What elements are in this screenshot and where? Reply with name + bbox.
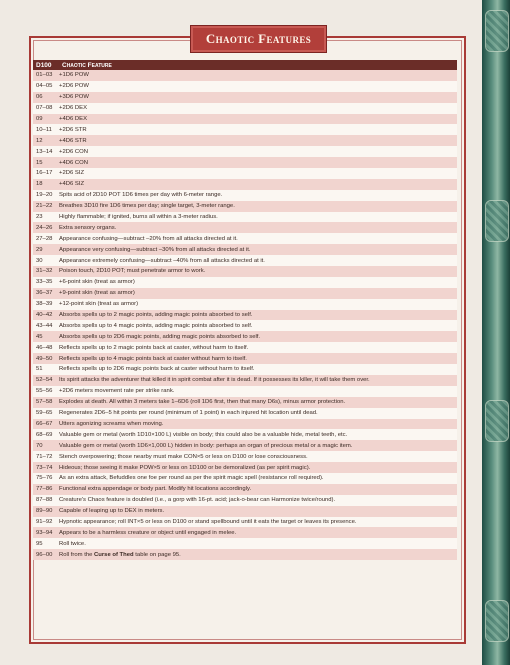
table-row <box>33 331 457 342</box>
header-feature: Chaotic Feature <box>62 61 112 69</box>
feature-cell: +4D6 CON <box>59 159 88 166</box>
table-row <box>33 114 457 125</box>
table-row <box>33 146 457 157</box>
chaotic-features-table <box>33 60 457 560</box>
table-row <box>33 397 457 408</box>
feature-cell: Hypnotic appearance; roll INT×5 or less on D100 or stand spellbound until it eats the target or leaves its presence. <box>59 518 357 525</box>
roll-cell: 46–48 <box>36 344 53 351</box>
table-row <box>33 255 457 266</box>
feature-cell: +2D6 DEX <box>59 105 87 112</box>
table-row <box>33 168 457 179</box>
roll-cell: 91–92 <box>36 518 53 525</box>
feature-cell: +9-point skin (treat as armor) <box>59 290 135 297</box>
table-row <box>33 538 457 549</box>
table-row <box>33 103 457 114</box>
table-row <box>33 157 457 168</box>
title-banner <box>190 25 327 53</box>
roll-cell: 31–32 <box>36 268 53 275</box>
roll-cell: 29 <box>36 246 43 253</box>
roll-cell: 68–69 <box>36 431 53 438</box>
roll-cell: 30 <box>36 257 43 264</box>
roll-cell: 16–17 <box>36 170 53 177</box>
roll-cell: 19–20 <box>36 192 53 199</box>
roll-cell: 45 <box>36 333 43 340</box>
roll-cell: 59–65 <box>36 410 53 417</box>
table-row <box>33 124 457 135</box>
table-row <box>33 473 457 484</box>
roll-cell: 24–26 <box>36 224 53 231</box>
table-row <box>33 506 457 517</box>
roll-cell: 04–05 <box>36 83 53 90</box>
feature-cell: +2D6 STR <box>59 126 87 133</box>
table-row <box>33 386 457 397</box>
table-row <box>33 429 457 440</box>
table-row <box>33 299 457 310</box>
table-row <box>33 375 457 386</box>
feature-cell: Appearance confusing—subtract –20% from all attacks directed at it. <box>59 235 238 242</box>
table-row <box>33 135 457 146</box>
roll-cell: 89–90 <box>36 508 53 515</box>
table-row <box>33 201 457 212</box>
table-row <box>33 342 457 353</box>
roll-cell: 52–54 <box>36 377 53 384</box>
roll-cell: 66–67 <box>36 420 53 427</box>
table-row <box>33 81 457 92</box>
header-roll: D100 <box>36 61 52 69</box>
feature-cell: Absorbs spells up to 2 magic points, adding magic points absorbed to self. <box>59 312 253 319</box>
table-row <box>33 310 457 321</box>
table-body <box>33 70 457 560</box>
roll-cell: 33–35 <box>36 279 53 286</box>
roll-cell: 01–03 <box>36 72 53 79</box>
feature-cell: Extra sensory organs. <box>59 224 117 231</box>
table-row <box>33 179 457 190</box>
roll-cell: 09 <box>36 116 43 122</box>
feature-cell: Reflects spells up to 2 magic points back at caster, without harm to itself. <box>59 344 249 351</box>
roll-cell: 87–88 <box>36 497 53 504</box>
table-row <box>33 320 457 331</box>
roll-cell: 57–58 <box>36 399 53 406</box>
roll-cell: 12 <box>36 137 43 144</box>
feature-cell: Absorbs spells up to 4 magic points, adding magic points absorbed to self. <box>59 322 253 329</box>
roll-cell: 73–74 <box>36 464 53 471</box>
roll-cell: 75–76 <box>36 475 53 482</box>
roll-cell: 55–56 <box>36 388 53 395</box>
roll-cell: 51 <box>36 366 43 373</box>
roll-cell: 40–42 <box>36 312 53 319</box>
ornament-icon <box>485 200 509 242</box>
table-row <box>33 484 457 495</box>
table-row <box>33 549 457 560</box>
table-row <box>33 517 457 528</box>
roll-cell: 10–11 <box>36 126 52 133</box>
ornament-icon <box>485 400 509 442</box>
table-row <box>33 527 457 538</box>
feature-cell: Highly flammable; if ignited, burns all within a 3-meter radius. <box>59 214 218 221</box>
ornament-icon <box>485 600 509 642</box>
roll-cell: 06 <box>36 94 43 101</box>
feature-cell: +4D6 SIZ <box>59 181 85 188</box>
roll-cell: 13–14 <box>36 148 53 155</box>
roll-cell: 18 <box>36 181 43 188</box>
feature-cell: Appearance very confusing—subtract –30% from all attacks directed at it. <box>59 246 251 253</box>
roll-cell: 23 <box>36 214 43 221</box>
roll-cell: 95 <box>36 540 43 547</box>
table-row <box>33 288 457 299</box>
roll-cell: 38–39 <box>36 301 53 308</box>
table-row <box>33 244 457 255</box>
feature-cell: Its spirit attacks the adventurer that killed it in spirit combat after it is dead. If it possesses its killer, it will take them over. <box>59 377 370 384</box>
feature-cell: Poison touch, 2D10 POT; must penetrate armor to work. <box>59 268 206 275</box>
feature-cell <box>59 552 457 558</box>
table-row <box>33 408 457 419</box>
roll-cell: 49–50 <box>36 355 53 362</box>
ornament-icon <box>485 10 509 52</box>
feature-cell: +2D6 SIZ <box>59 170 85 177</box>
feature-cell: Absorbs spells up to 2D6 magic points, adding magic points absorbed to self. <box>59 333 261 340</box>
table-header <box>33 60 457 70</box>
feature-cell: +3D6 POW <box>59 94 89 101</box>
feature-cell: +4D6 DEX <box>59 116 87 122</box>
table-row <box>33 353 457 364</box>
table-reference: Curse of Thed <box>94 551 134 558</box>
roll-cell: 43–44 <box>36 322 53 329</box>
feature-cell: +1D6 POW <box>59 72 89 79</box>
feature-cell: Breathes 3D10 fire 1D6 times per day; single target, 3-meter range. <box>59 203 235 210</box>
table-row <box>33 419 457 430</box>
table-row <box>33 92 457 103</box>
feature-cell: Reflects spells up to 2D6 magic points back at caster without harm to itself. <box>59 366 255 373</box>
table-row <box>33 277 457 288</box>
feature-cell: +2D6 CON <box>59 148 88 155</box>
feature-cell: +4D6 STR <box>59 137 87 144</box>
feature-cell: Reflects spells up to 4 magic points back at caster without harm to itself. <box>59 355 247 362</box>
feature-cell: +6-point skin (treat as armor) <box>59 279 135 286</box>
table-row <box>33 495 457 506</box>
table-row <box>33 190 457 201</box>
feature-cell: Appears to be a harmless creature or object until engaged in melee. <box>59 529 237 536</box>
table-row <box>33 364 457 375</box>
table-row <box>33 266 457 277</box>
feature-cell: Regenerates 2D6–5 hit points per round (minimum of 1 point) in each injured hit location until dead. <box>59 410 318 417</box>
feature-text: table on page 95. <box>133 551 181 558</box>
feature-cell: Valuable gem or metal (worth 1D10×100 L) visible on body; this could also be a valuable hide, metal teeth, etc. <box>59 431 348 438</box>
roll-cell: 21–22 <box>36 203 53 210</box>
table-row <box>33 451 457 462</box>
roll-cell: 96–00 <box>36 551 53 558</box>
feature-cell: Functional extra appendage or body part. Modify hit locations accordingly. <box>59 486 252 493</box>
feature-cell: Utters agonizing screams when moving. <box>59 420 164 427</box>
roll-cell: 36–37 <box>36 290 53 297</box>
feature-cell: Roll twice. <box>59 540 86 547</box>
feature-cell: Spits acid of 2D10 POT 1D6 times per day with 6-meter range. <box>59 192 223 199</box>
table-row <box>33 222 457 233</box>
roll-cell: 93–94 <box>36 529 53 536</box>
page-title: Chaotic Features <box>205 31 312 46</box>
feature-cell: As an extra attack, Befuddles one foe per round as per the spirit magic spell (resistance roll required). <box>59 475 324 482</box>
roll-cell: 27–28 <box>36 235 53 242</box>
roll-cell: 07–08 <box>36 105 53 112</box>
feature-cell: Capable of leaping up to DEX in meters. <box>59 508 165 515</box>
feature-cell: +2D6 meters movement rate per strike rank. <box>59 388 175 395</box>
table-row <box>33 70 457 81</box>
feature-cell: +2D6 POW <box>59 83 89 90</box>
roll-cell: 71–72 <box>36 453 53 460</box>
feature-text: Roll from the <box>59 551 95 558</box>
feature-cell: Appearance extremely confusing—subtract –40% from all attacks directed at it. <box>59 257 265 264</box>
roll-cell: 70 <box>36 442 43 449</box>
table-row <box>33 212 457 223</box>
feature-cell: +12-point skin (treat as armor) <box>59 301 139 308</box>
table-row <box>33 233 457 244</box>
feature-cell: Stench overpowering; those nearby must make CON×5 or less on D100 or lose consciousness. <box>59 453 308 460</box>
feature-cell: Creature's Chaos feature is doubled (i.e., a gorp with 16-pt. acid; jack-o-bear can Harmonize twice/round). <box>59 497 336 504</box>
roll-cell: 15 <box>36 159 43 166</box>
table-row <box>33 440 457 451</box>
table-row <box>33 462 457 473</box>
decorative-border <box>482 0 510 665</box>
feature-cell: Explodes at death. All within 3 meters take 1–6D6 (roll 1D6 first, then that many D6s), minus armor protection. <box>59 399 346 406</box>
feature-cell: Hideous; those seeing it make POW×5 or less on 1D100 or be demoralized (as per spirit magic). <box>59 464 311 471</box>
feature-cell: Valuable gem or metal (worth 1D6×1,000 L) hidden in body: perhaps an organ of precious metal or a magic item. <box>59 442 353 449</box>
roll-cell: 77–86 <box>36 486 53 493</box>
